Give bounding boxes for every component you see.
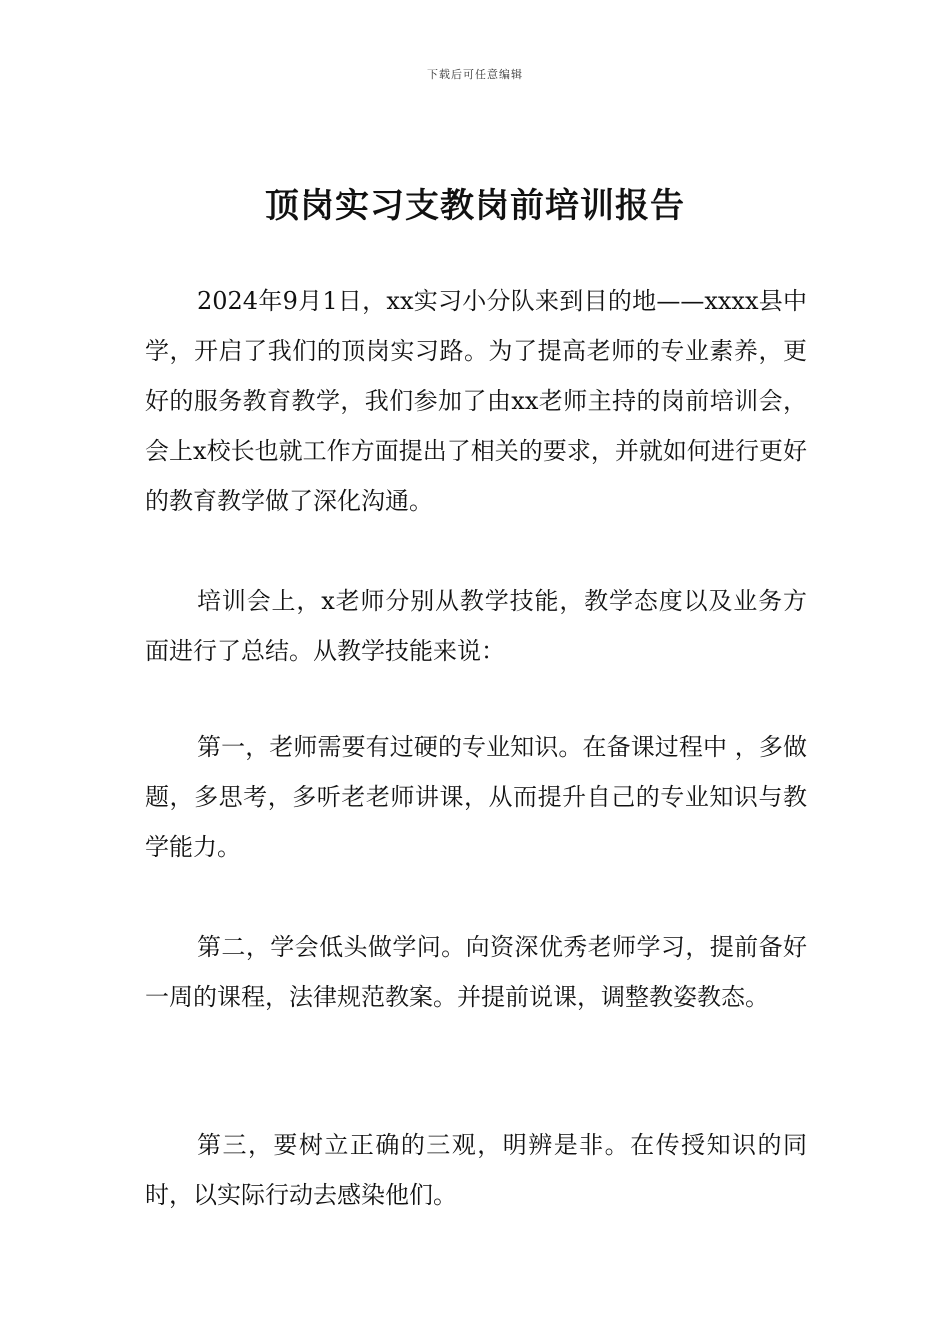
paragraph-1: 2024年9月1日，xx实习小分队来到目的地——xxxx县中学，开启了我们的顶岗实习路。为了提高老师的专业素养，更好的服务教育教学，我们参加了由xx老师主持的岗前培训会，会上x校长也就工作方面提出了相关的要求，并就如何进行更好的教育教学做了深化沟通。: [145, 287, 807, 515]
paragraph-2: 培训会上，x老师分别从教学技能，教学态度以及业务方面进行了总结。从教学技能来说：: [145, 587, 807, 665]
paragraph-3: 第一，老师需要有过硬的专业知识。在备课过程中 ，多做题，多思考，多听老老师讲课，从而提升自己的专业知识与教学能力。: [145, 733, 807, 861]
document-title: 顶岗实习支教岗前培训报告: [265, 186, 685, 226]
paragraph-4: 第二，学会低头做学问。向资深优秀老师学习，提前备好一周的课程，法律规范教案。并提前说课，调整教姿教态。: [145, 933, 807, 1011]
paragraph-5: 第三，要树立正确的三观，明辨是非。在传授知识的同时，以实际行动去感染他们。: [145, 1131, 807, 1209]
header-note: 下载后可任意编辑: [427, 68, 523, 81]
